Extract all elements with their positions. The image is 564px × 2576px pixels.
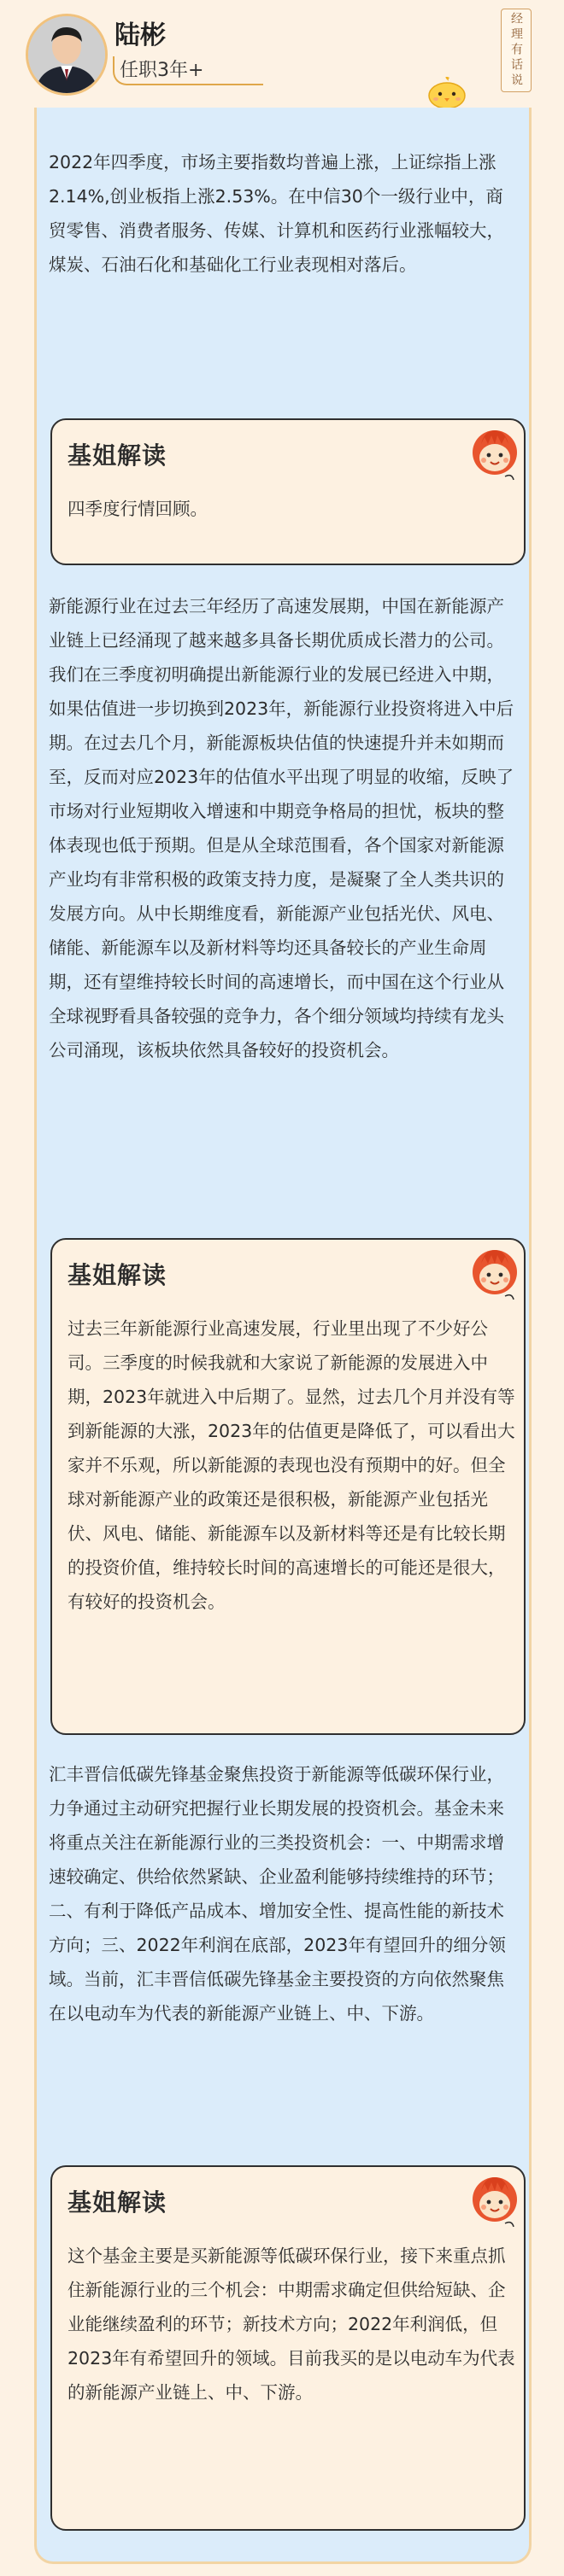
mascot-icon [471,427,519,482]
mascot-icon [471,2174,519,2228]
paragraph-new-energy: 新能源行业在过去三年经历了高速发展期，中国在新能源产业链上已经涌现了越来越多具备长期优质成长潜力的公司。我们在三季度初明确提出新能源行业的发展已经进入中期，如果估值进一步切换到2023年，新能源行业投资将进入中后期。在过去几个月，新能源板块估值的快速提升并未如期而至，反而对应2023年的估值水平出现了明显的收缩，反映了市场对行业短期收入增速和中期竞争格局的担忧，板块的整体表现也低于预期。但是从全球范围看，各个国家对新能源产业均有非常积极的政策支持力度，是凝聚了全人类共识的发展方向。从中长期维度看，新能源产业包括光伏、风电、储能、新能源车以及新材料等均还具备较长的产业生命周期，还有望维持较长时间的高速增长，而中国在这个行业从全球视野看具备较强的竞争力，各个细分领域均持续有龙头公司涌现，该板块依然具备较好的投资机会。 [49,596,514,1060]
content-panel [34,108,532,2564]
manager-says-tag [501,9,532,92]
card-title: 基姐解读 [68,441,167,470]
card-body: 这个基金主要是买新能源等低碳环保行业，接下来重点抓住新能源行业的三个机会：中期需求确定但供给短缺、企业能继续盈利的环节；新技术方向；2022年利润低，但2023年有希望回升的领域。目前我买的是以电动车为代表的新能源产业链上、中、下游。 [68,2246,515,2403]
manager-name: 陆彬 [115,20,166,50]
manager-header [0,0,564,108]
interpretation-card [50,2165,526,2531]
manager-says-label: 经理有话说 [509,12,523,89]
interpretation-card [50,418,526,565]
manager-tenure: 任职3年+ [113,56,263,85]
card-title: 基姐解读 [68,1261,167,1289]
card-body: 过去三年新能源行业高速发展，行业里出现了不少好公司。三季度的时候我就和大家说了新能源的发展进入中期，2023年就进入中后期了。显然，过去几个月并没有等到新能源的大涨，2023年的估值更是降低了，可以看出大家并不乐观，所以新能源的表现也没有预期中的好。但全球对新能源产业的政策还是很积极，新能源产业包括光伏、风电、储能、新能源车以及新材料等还是有比较长期的投资价值，维持较长时间的高速增长的可能还是很大，有较好的投资机会。 [68,1318,515,1612]
chick-icon [427,77,467,109]
mascot-icon [471,1247,519,1301]
card-body: 四季度行情回顾。 [68,499,208,519]
manager-avatar [26,14,108,96]
card-title: 基姐解读 [68,2188,167,2217]
paragraph-fund-strategy: 汇丰晋信低碳先锋基金聚焦投资于新能源等低碳环保行业，力争通过主动研究把握行业长期发展的投资机会。基金未来将重点关注在新能源行业的三类投资机会：一、中期需求增速较确定、供给依然紧缺、企业盈利能够持续维持的环节；二、有利于降低产品成本、增加安全性、提高性能的新技术方向；三、2022年利润在底部，2023年有望回升的细分领域。当前，汇丰晋信低碳先锋基金主要投资的方向依然聚焦在以电动车为代表的新能源产业链上、中、下游。 [49,1764,506,2024]
interpretation-card [50,1238,526,1735]
paragraph-market-review: 2022年四季度，市场主要指数均普遍上涨，上证综指上涨2.14%,创业板指上涨2.53%。在中信30个一级行业中，商贸零售、消费者服务、传媒、计算机和医药行业涨幅较大，煤炭、石油石化和基础化工行业表现相对落后。 [49,152,504,275]
